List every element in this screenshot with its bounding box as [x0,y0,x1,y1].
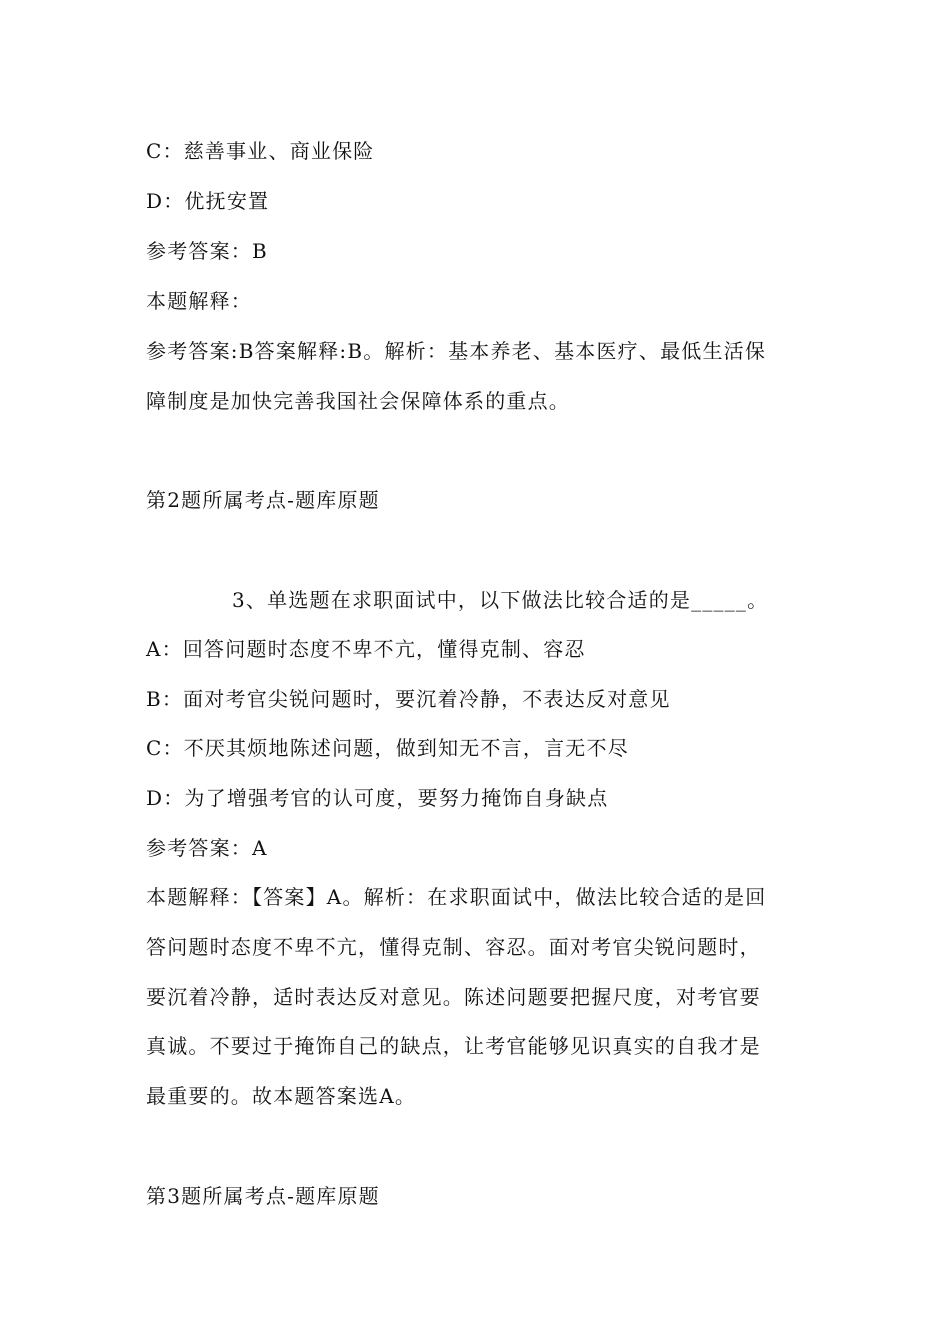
q3-explanation-line: 最重要的。故本题答案选A。 [146,1084,417,1108]
q3-source-heading: 第3题所属考点-题库原题 [146,1184,380,1208]
q1-explanation-line: 障制度是加快完善我国社会保障体系的重点。 [146,389,570,413]
q3-option-d: D：为了增强考官的认可度，要努力掩饰自身缺点 [146,786,609,810]
q3-option-a: A：回答问题时态度不卑不亢，懂得克制、容忍 [146,637,586,661]
q1-option-c: C：慈善事业、商业保险 [146,139,375,163]
q3-question: 3、单选题在求职面试中，以下做法比较合适的是_____。 [232,588,769,612]
q1-explanation-line: 参考答案:B答案解释:B。解析：基本养老、基本医疗、最低生活保 [146,339,767,363]
q3-explanation-line: 本题解释：【答案】A。解析：在求职面试中，做法比较合适的是回 [146,885,767,909]
q1-option-d: D：优抚安置 [146,189,270,213]
q3-answer: 参考答案：A [146,836,268,860]
q3-option-b: B：面对考官尖锐问题时，要沉着冷静，不表达反对意见 [146,687,671,711]
q3-explanation-line: 真诚。不要过于掩饰自己的缺点，让考官能够见识真实的自我才是 [146,1034,761,1058]
q1-answer: 参考答案：B [146,239,268,263]
q2-source-heading: 第2题所属考点-题库原题 [146,488,380,512]
q3-explanation-line: 答问题时态度不卑不亢，懂得克制、容忍。面对考官尖锐问题时， [146,935,761,959]
q3-option-c: C：不厌其烦地陈述问题，做到知无不言，言无不尽 [146,736,629,760]
q3-explanation-line: 要沉着冷静，适时表达反对意见。陈述问题要把握尺度，对考官要 [146,985,761,1009]
q1-explanation-label: 本题解释： [146,289,252,313]
